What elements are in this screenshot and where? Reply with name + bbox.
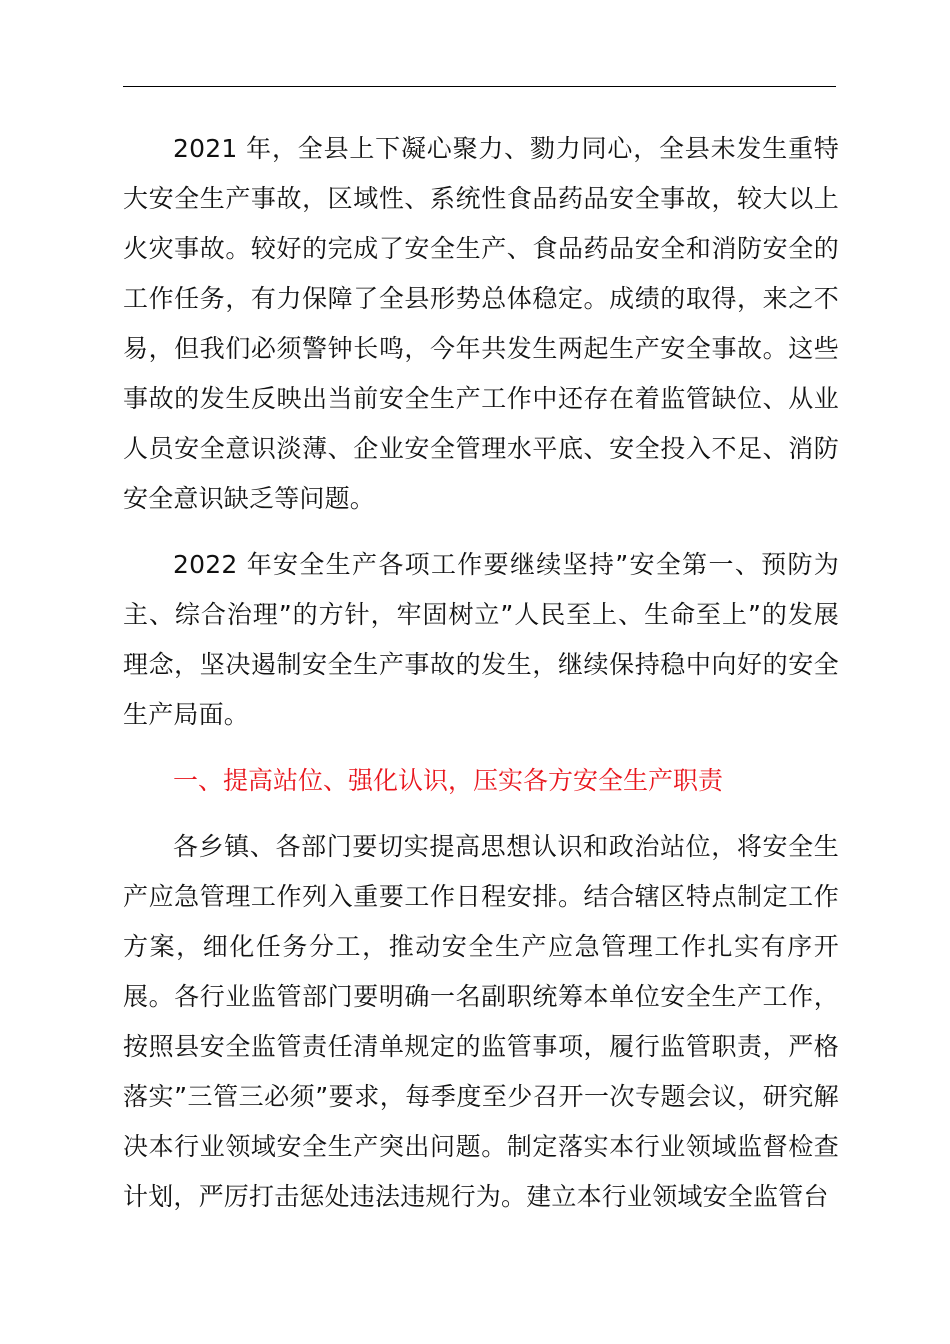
paragraph-gap <box>123 740 839 756</box>
paragraph-gap <box>123 806 839 822</box>
paragraph-section-1-body: 各乡镇、各部门要切实提高思想认识和政治站位，将安全生产应急管理工作列入重要工作日程安排。结合辖区特点制定工作方案，细化任务分工，推动安全生产应急管理工作扎实有序开展。各行业监管部门要明确一名副职统筹本单位安全生产工作，按照县安全监管责任清单规定的监管事项，履行监管职责，严格落实”三管三必须”要求，每季度至少召开一次专题会议，研究解决本行业领域安全生产突出问题。制定落实本行业领域监督检查计划，严厉打击惩处违法违规行为。建立本行业领域安全监管台 <box>123 832 839 1211</box>
paragraph-gap <box>123 524 839 540</box>
section-heading-1: 一、提高站位、强化认识，压实各方安全生产职责 <box>173 766 724 795</box>
paragraph-2021-summary: 2021 年，全县上下凝心聚力、勠力同心，全县未发生重特大安全生产事故，区域性、系统性食品药品安全事故，较大以上火灾事故。较好的完成了安全生产、食品药品安全和消防安全的工作任务，有力保障了全县形势总体稳定。成绩的取得，来之不易，但我们必须警钟长鸣，今年共发生两起生产安全事故。这些事故的发生反映出当前安全生产工作中还存在着监管缺位、从业人员安全意识淡薄、企业安全管理水平底、安全投入不足、消防安全意识缺乏等问题。 <box>123 134 839 513</box>
document-body <box>123 124 839 1222</box>
paragraph-2022-goals: 2022 年安全生产各项工作要继续坚持”安全第一、预防为主、综合治理”的方针，牢固树立”人民至上、生命至上”的发展理念，坚决遏制安全生产事故的发生，继续保持稳中向好的安全生产局面。 <box>123 550 839 729</box>
header-rule <box>123 86 836 87</box>
